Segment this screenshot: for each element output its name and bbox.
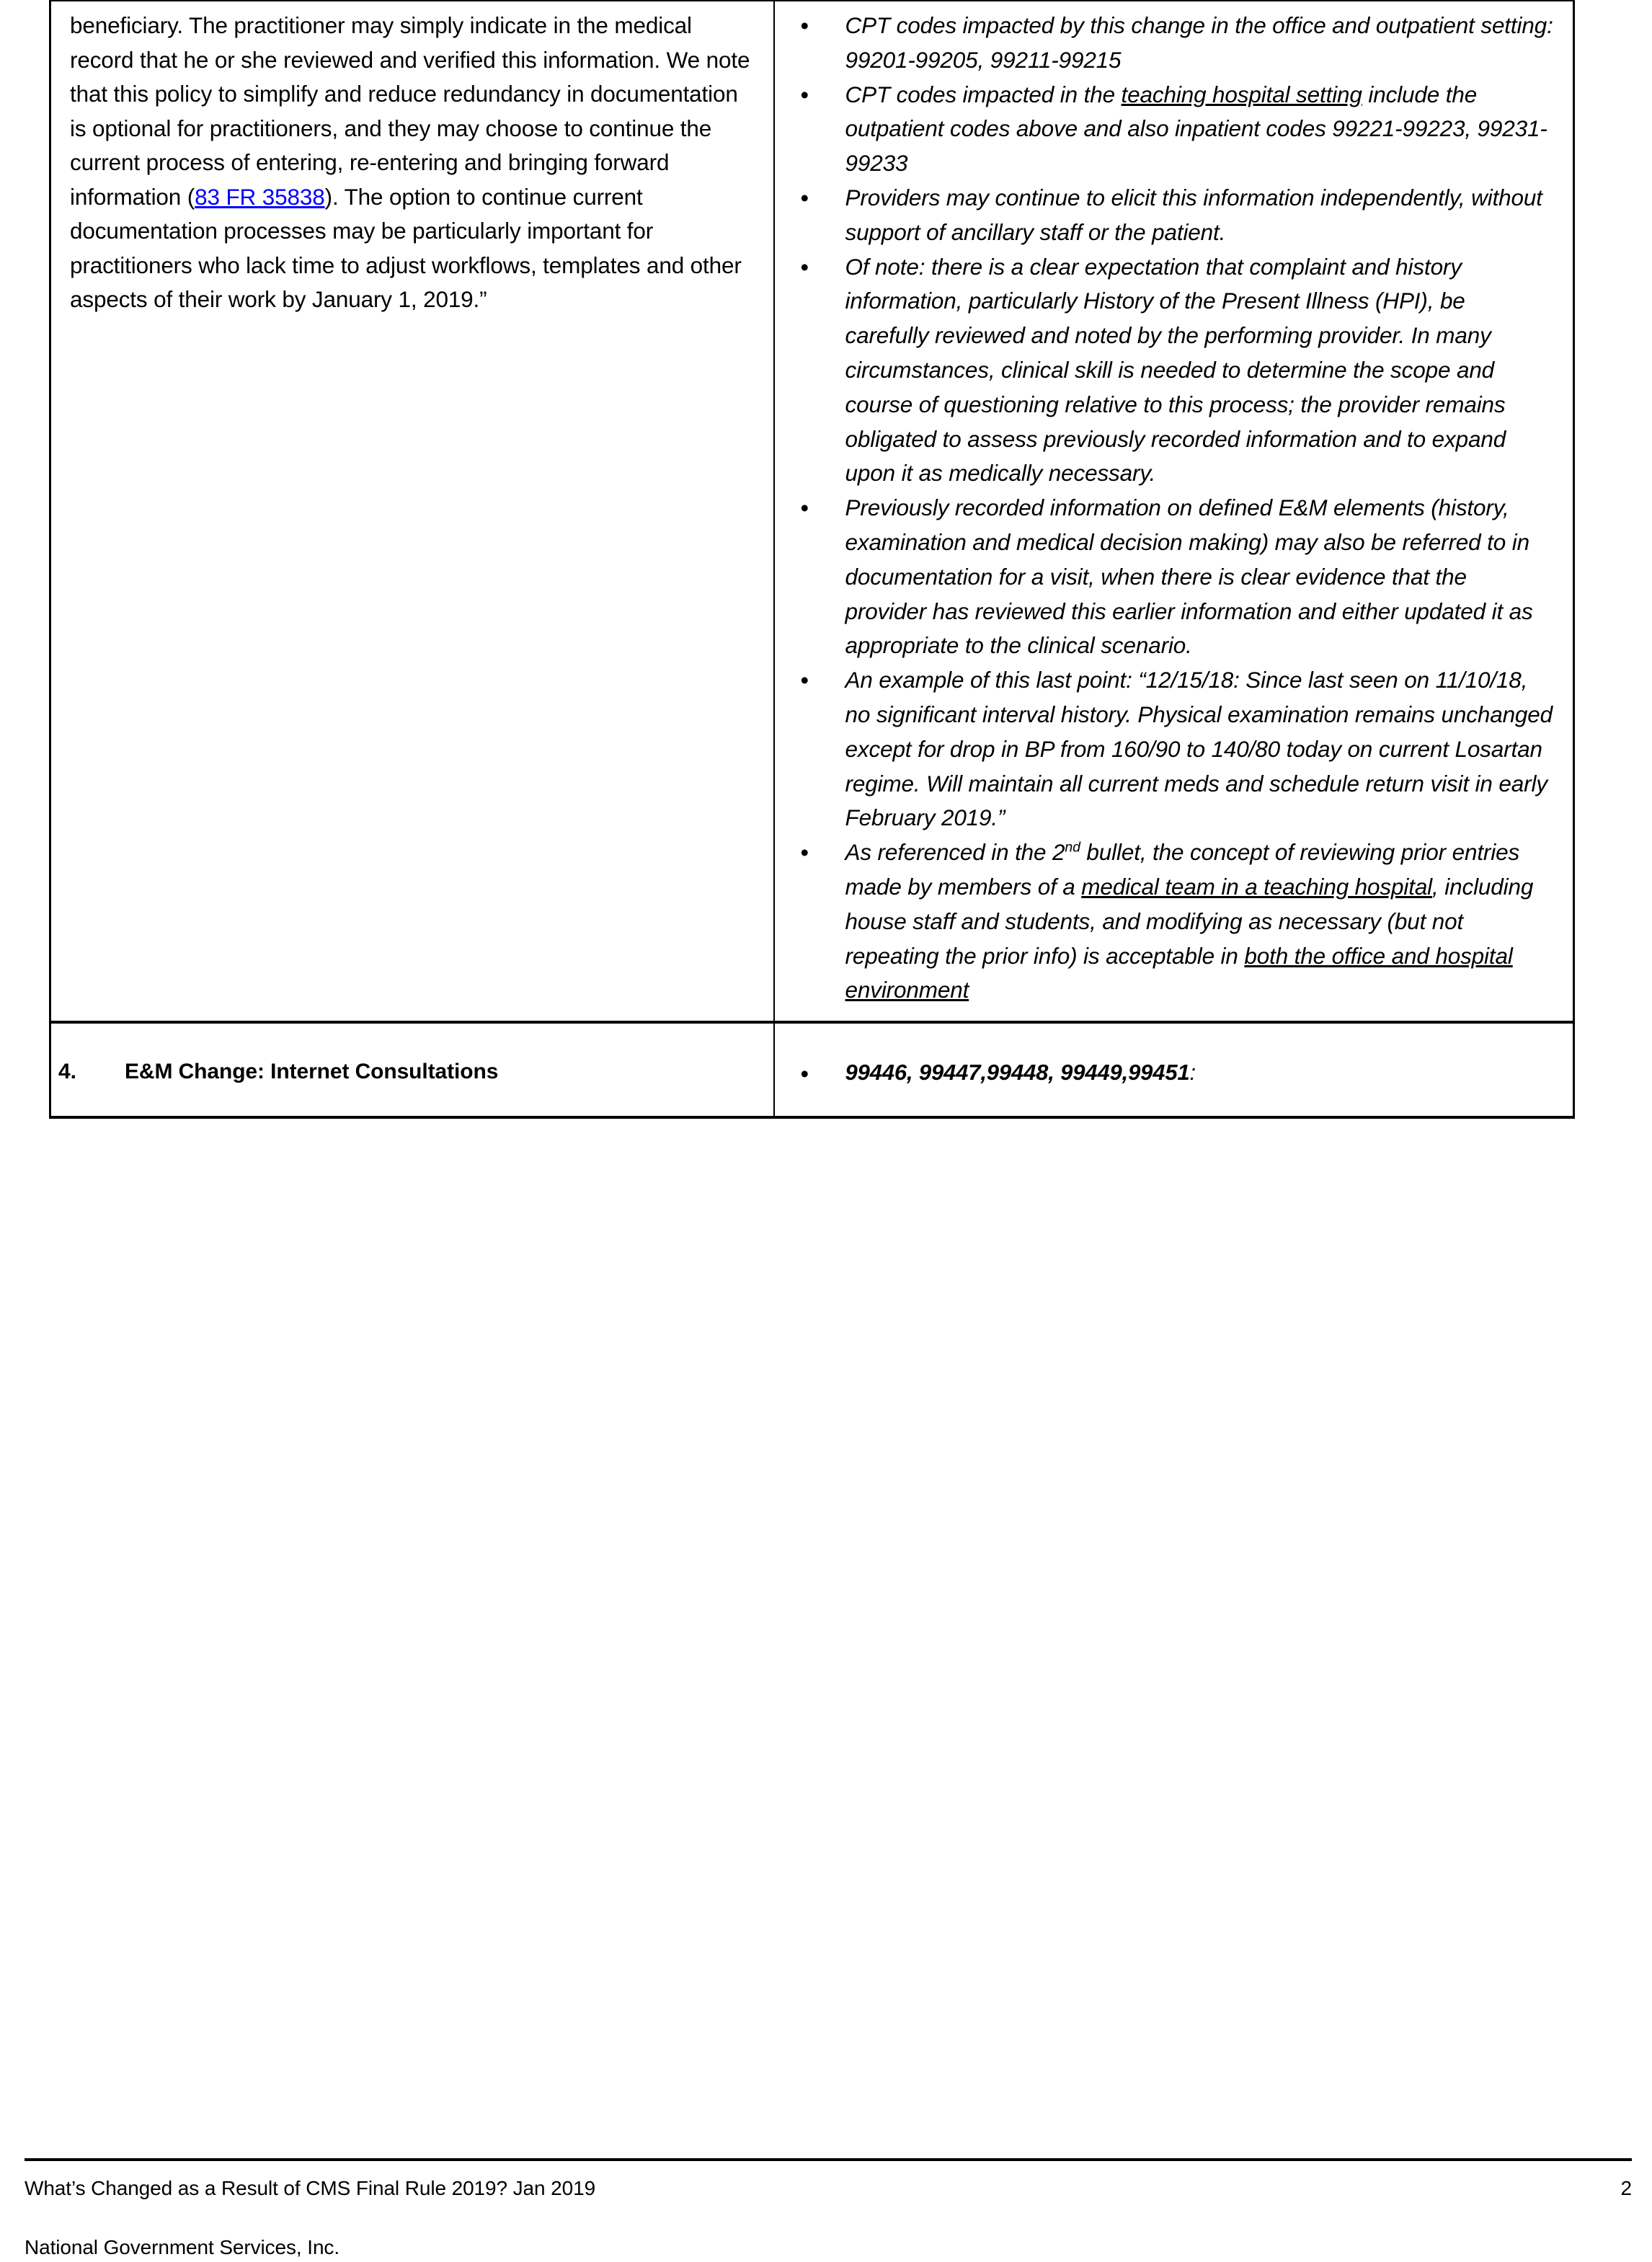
table-cell-left-continued [50,1,774,1022]
text-run: CPT codes impacted in the [845,81,1122,107]
table-cell-right-continued [774,1,1574,1022]
right-cell-content [775,1,1573,1021]
section-number: 4. [58,1060,76,1084]
content-table [49,0,1575,1119]
bullet-list-cpt-guidance [781,9,1555,1008]
footer-top-line [25,2161,1632,2203]
table-row-continued [50,1,1574,1022]
text-run: Of note: there is a clear expectation that complaint and history information, particularly History of the Present Illness (HPI), be carefully reviewed and noted by the performing provider. In many circumstances, clinical skill is needed to determine the scope and course of questioning relative to this process; the provider remains obligated to assess previously recorded information and to expand upon it as medically necessary. [845,253,1506,487]
text-run: Providers may continue to elicit this information independently, without support of ancillary staff or the patient. [845,184,1542,245]
text-run: As referenced in the 2 [845,839,1065,866]
emphasized-text: medical team in a teaching hospital [1081,873,1433,900]
text-run: nd [1065,839,1080,856]
section-heading-text: E&M Change: Internet Consultations [125,1060,499,1084]
emphasized-text: teaching hospital setting [1121,81,1362,107]
text-run: 99446, 99447,99448, 99449,99451 [845,1060,1190,1086]
text-run: Previously recorded information on defined E&M elements (history, examination and medical decision making) may also be referred to in documentation for a visit, when there is clear evidence that the provider has reviewed this earlier information and either updated it as appropriate to the clinical scenario. [845,494,1533,659]
text-run: bullet, the concept of reviewing prior entries made by members of a [845,839,1520,900]
section-heading-internet-consultations [58,1057,755,1087]
list-item [781,9,1555,78]
page-footer [25,2158,1632,2262]
left-cell-content [51,1,773,330]
footer-document-title: What’s Changed as a Result of CMS Final Rule 2019? Jan 2019 [25,2177,596,2199]
list-item [781,250,1555,492]
list-item [781,1057,1555,1088]
text-run: , including house staff and students, and modifying as necessary (but not repeating the prior info) is acceptable in [845,873,1534,969]
list-item [781,491,1555,663]
text-run: include the outpatient codes above and also inpatient codes 99221-99223, 99231-99233 [845,81,1547,177]
left-cell-heading-content [51,1024,773,1116]
text-run: An example of this last point: “12/15/18: Since last seen on 11/10/18, no significant interval history. Physical examination remains unchanged except for drop in BP from 160/90 to 140/80 today on current Losartan regime. Will maintain all current meds and schedule return visit in early February 2019.” [845,667,1553,831]
text-run: : [1189,1060,1196,1086]
table-row-internet-consultations [50,1022,1574,1117]
footer-organization: National Government Services, Inc. [25,2236,340,2258]
federal-register-link[interactable]: 83 FR 35838 [195,183,325,210]
list-item [781,78,1555,181]
right-cell-codes-content [775,1024,1573,1116]
paragraph-documentation-policy [70,9,755,317]
table-cell-left-last [50,1022,774,1117]
bullet-list-internet-consultation-codes [781,1057,1555,1088]
list-item [781,663,1555,835]
text-run: CPT codes impacted by this change in the office and outpatient setting: 99201-99205, 99211-99215 [845,12,1553,73]
paragraph-text-part2: ). The option to continue current documentation processes may be particularly important for practitioners who lack time to adjust workflows, templates and other aspects of their work by January 1, 2019.” [70,183,742,312]
table-cell-right-last [774,1022,1574,1117]
footer-page-number: 2 [1620,2177,1632,2199]
paragraph-text-part1: beneficiary. The practitioner may simply indicate in the medical record that he or she reviewed and verified this information. We note that this policy to simplify and reduce redundancy in documentation is optional for practitioners, and they may choose to continue the current process of entering, re-entering and bringing forward information ( [70,12,750,210]
list-item [781,835,1555,1008]
list-item [781,181,1555,250]
emphasized-text: both the office and hospital environment [845,942,1513,1003]
